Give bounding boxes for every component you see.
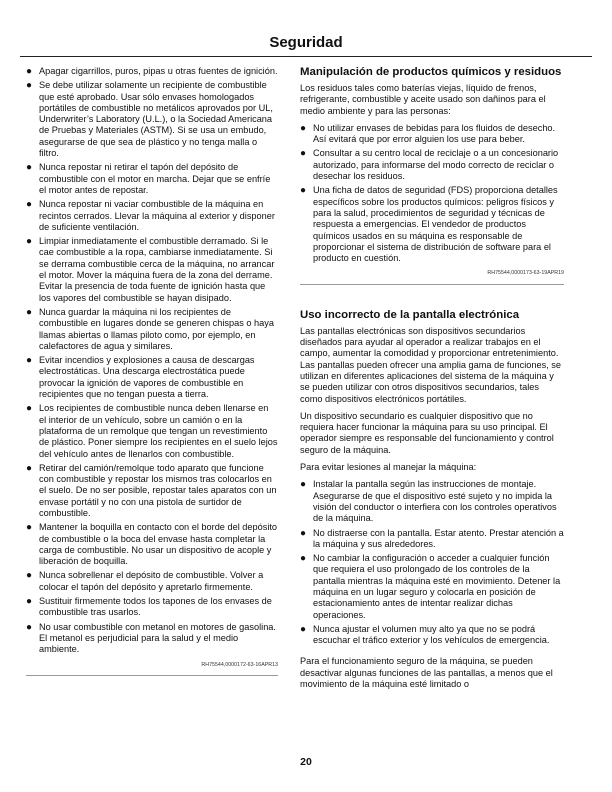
list-item xyxy=(26,355,278,400)
list-item-text: Evitar incendios y explosiones a causa de descargas electrostáticas. Una descarga electrostática puede provocar la ignición de vapores de combustible en recipientes que no tengan puesta a tierra. xyxy=(39,355,255,400)
display-paragraph: Las pantallas electrónicas son dispositivos secundarios diseñados para ayudar al operador a realizar trabajos en el campo, aumentar la comodidad y proporcionar entretenimiento. Las pantallas pueden ofrecer una amplia gama de funciones, se utilizan en diferentes aplicaciones del sistema de la máquina y se pueden utilizar con otros dispositivos secundarios, tales como dispositivos electrónicos portátiles. xyxy=(300,325,561,404)
right-column xyxy=(300,66,564,696)
list-item-text: Nunca repostar ni vaciar combustible de la máquina en recintos cerrados. Llevar la máquina al exterior y disponer de suficiente ventilación. xyxy=(39,199,275,232)
list-item-text: No distraerse con la pantalla. Estar atento. Prestar atención a la máquina y sus alrededores. xyxy=(313,527,564,549)
list-item-text: Limpiar inmediatamente el combustible derramado. Si le cae combustible a la ropa, cambiarse inmediatamente. Si se derrama combustible cerca de la máquina, no arrancar el motor. Mover la máquina fuera de la zona del derrame. Evitar la presencia de toda fuente de ignición hasta que los vapores del combustible se hayan disipado. xyxy=(39,236,275,303)
list-item-text: No usar combustible con metanol en motores de gasolina. El metanol es perjudicial para la salud y el medio ambiente. xyxy=(39,621,276,655)
bullet-icon: ● xyxy=(26,403,33,415)
bullet-icon: ● xyxy=(300,122,307,134)
display-paragraph: Para el funcionamiento seguro de la máquina, se pueden desactivar algunas funciones de las pantallas, a menos que el movimiento de la máquina esté limitado o xyxy=(300,656,553,690)
bullet-icon: ● xyxy=(300,623,307,635)
bullet-icon: ● xyxy=(26,355,33,367)
display-paragraph: Un dispositivo secundario es cualquier dispositivo que no requiera hacer funcionar la máquina para su uso principal. El operador siempre es responsable del funcionamiento y control seguro de la máquina. xyxy=(300,410,554,455)
list-item xyxy=(26,596,278,619)
bullet-icon: ● xyxy=(26,462,33,474)
list-item-text: No utilizar envases de bebidas para los fluidos de desecho. Así evitará que por error alguien los use para beber. xyxy=(313,122,556,145)
list-item-text: Sustituir firmemente todos los tapones de los envases de combustible tras usarlos. xyxy=(39,596,272,618)
list-item xyxy=(300,123,564,146)
bullet-icon: ● xyxy=(300,553,307,565)
list-item xyxy=(26,199,278,233)
bullet-icon: ● xyxy=(300,185,307,197)
list-item-text: Los recipientes de combustible nunca deben llenarse en el interior de un vehículo, sobre un camión o en la plataforma de un remolque que tengan un revestimiento de plástico. Poner siempre los recipientes en el suelo lejos del vehículo antes de llenarlos con combustible. xyxy=(39,403,278,459)
bullet-icon: ● xyxy=(26,306,33,318)
list-item-text: Una ficha de datos de seguridad (FDS) proporciona detalles específicos sobre los productos químicos: peligros físicos y para la salud, procedimientos de seguridad y técnicas de respuesta a emergencias. El vendedor de productos químicos usados en su máquina es responsable de proporcionar el sistema de distribución de software para el producto en cuestión. xyxy=(313,185,558,264)
list-item xyxy=(26,463,278,519)
list-item xyxy=(300,148,564,182)
list-item-text: Mantener la boquilla en contacto con el borde del depósito de combustible o la boca del envase hasta completar la carga de combustible. No usar un dispositivo de acople y liberación de boquilla. xyxy=(39,522,278,567)
divider xyxy=(300,284,564,285)
header-rule xyxy=(20,56,592,57)
display-paragraph: Para evitar lesiones al manejar la máquina: xyxy=(300,462,477,473)
page-title: Seguridad xyxy=(269,34,343,51)
bullet-icon: ● xyxy=(26,621,33,633)
list-item xyxy=(300,528,564,551)
fuel-safety-list xyxy=(26,66,278,656)
list-item xyxy=(26,622,278,656)
bullet-icon: ● xyxy=(300,527,307,539)
reference-code: RH75544,0000172-63-16APR13 xyxy=(201,661,278,668)
list-item xyxy=(26,570,278,593)
list-item-text: Se debe utilizar solamente un recipiente de combustible que esté aprobado. Usar sólo envases homologados portátiles de combustible no metálicos aprovados por UL, Underwriter’s Laboratory (U.L.), o la Sociedad Americana de Pruebas y Materiales (ASTM). Si se usa un embudo, asegurarse de que sea de plástico y no tenga malla o filtro. xyxy=(39,80,273,159)
bullet-icon: ● xyxy=(26,66,33,77)
list-item xyxy=(300,185,564,264)
list-item xyxy=(26,403,278,459)
list-item xyxy=(300,479,564,524)
chemicals-heading: Manipulación de productos químicos y residuos xyxy=(300,66,562,78)
bullet-icon: ● xyxy=(26,236,33,248)
bullet-icon: ● xyxy=(26,162,33,174)
bullet-icon: ● xyxy=(300,479,307,491)
list-item-text: Nunca ajustar el volumen muy alto ya que no se podrá escuchar el tráfico exterior y los vehículos de emergencia. xyxy=(313,623,550,646)
list-item xyxy=(26,522,278,567)
left-column xyxy=(26,66,278,676)
reference-code: RH75544,0000173-63-19APR19 xyxy=(487,270,564,277)
divider xyxy=(26,675,278,676)
list-item xyxy=(26,80,278,159)
bullet-icon: ● xyxy=(26,80,33,92)
bullet-icon: ● xyxy=(26,199,33,211)
list-item xyxy=(300,553,564,621)
display-list xyxy=(300,479,564,646)
display-heading: Uso incorrecto de la pantalla electrónica xyxy=(300,308,520,321)
list-item xyxy=(300,624,564,647)
bullet-icon: ● xyxy=(26,570,33,582)
bullet-icon: ● xyxy=(26,522,33,534)
list-item-text: Nunca sobrellenar el depósito de combustible. Volver a colocar el tapón del depósito y apretarlo firmemente. xyxy=(39,570,264,592)
list-item-text: No cambiar la configuración o acceder a cualquier función que requiera el uso prolongado de los controles de la pantalla mientras la máquina esté en movimiento. Detener la máquina en un lugar seguro y colocarla en posición de estacionamiento antes de intentar realizar dichas operaciones. xyxy=(313,553,561,620)
list-item-text: Instalar la pantalla según las instrucciones de montaje. Asegurarse de que el dispositivo esté sujeto y no impida la visión del conductor o interfiera con los controles operativos de la máquina. xyxy=(313,479,557,524)
chemicals-list xyxy=(300,123,564,265)
chemicals-intro: Los residuos tales como baterías viejas, líquido de frenos, refrigerante, combustible y aceite usado son dañinos para el medio ambiente y para las personas: xyxy=(300,83,546,116)
list-item-text: Retirar del camión/remolque todo aparato que funcione con combustible y repostar los mismos tras colocarlos en el suelo. De no ser posible, repostar tales aparatos con un envase portátil y no con una pistola de surtidor de combustible. xyxy=(39,462,277,518)
list-item-text: Nunca guardar la máquina ni los recipientes de combustible en lugares donde se generen chispas o haya llamas abiertas o llamas piloto como, por ejemplo, en calefactores de agua y similares. xyxy=(39,306,274,351)
list-item-text: Nunca repostar ni retirar el tapón del depósito de combustible con el motor en marcha. Dejar que se enfríe el motor antes de repostar. xyxy=(39,162,271,195)
list-item xyxy=(26,162,278,196)
page-number: 20 xyxy=(300,756,312,768)
list-item xyxy=(26,236,278,304)
list-item xyxy=(26,66,278,77)
list-item-text: Consultar a su centro local de reciclaje o a un concesionario autorizado, para informarse del modo correcto de reciclar o desechar los residuos. xyxy=(313,148,559,182)
list-item xyxy=(26,307,278,352)
list-item-text: Apagar cigarrillos, puros, pipas u otras fuentes de ignición. xyxy=(39,66,278,76)
bullet-icon: ● xyxy=(26,596,33,608)
bullet-icon: ● xyxy=(300,148,307,160)
